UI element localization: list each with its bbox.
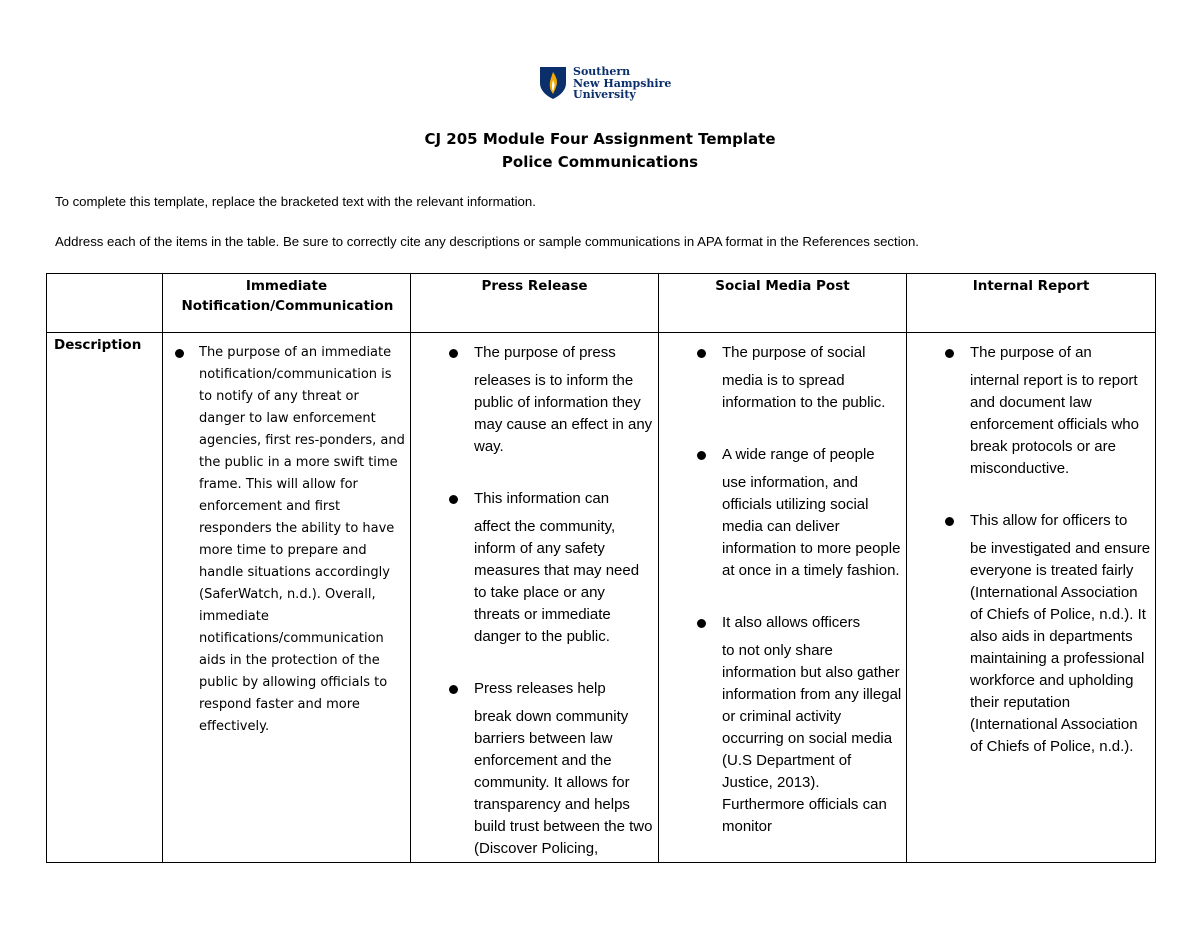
list-item-first-line: A wide range of people bbox=[722, 446, 875, 463]
cell-internal-report-content bbox=[907, 333, 1155, 862]
list-item-text: to not only share information but also gather information from any illegal or criminal activity occurring on social media (U.S Department of Justice, 2013). Furthermore officials can monitor bbox=[722, 642, 902, 835]
header-immediate-notification bbox=[163, 274, 411, 333]
list-item-text: internal report is to report and document law enforcement officials who break protocols or are misconductive. bbox=[970, 372, 1139, 477]
list-item-text: affect the community, inform of any safety measures that may need to take place or any threats or immediate danger to the public. bbox=[474, 518, 640, 645]
bullet-icon bbox=[697, 451, 706, 460]
title-line-1: CJ 205 Module Four Assignment Template bbox=[424, 130, 776, 148]
bullet-icon bbox=[697, 619, 706, 628]
assignment-table bbox=[46, 273, 1156, 863]
list-item bbox=[411, 669, 658, 860]
list-item-text: use information, and officials utilizing social media can deliver information to more people at once in a timely fashion. bbox=[722, 474, 901, 579]
header-internal-report: Internal Report bbox=[907, 274, 1156, 333]
list-item-text: break down community barriers between law enforcement and the community. It allows for transparency and helps build trust between the two (Discover Policing, bbox=[474, 708, 653, 857]
shield-flame-icon bbox=[539, 66, 567, 100]
page-title bbox=[0, 128, 1200, 174]
header-press-release: Press Release bbox=[411, 274, 659, 333]
list-item-text: media is to spread information to the public. bbox=[722, 372, 886, 411]
header-immediate-notification-label: Immediate Notification/Communication bbox=[181, 278, 394, 314]
instruction-2: Address each of the items in the table. Be sure to correctly cite any descriptions or sample communications in APA format in the References section. bbox=[55, 234, 919, 249]
list-item-first-line: The purpose of an bbox=[970, 344, 1092, 361]
logo-line-3: University bbox=[573, 88, 636, 101]
title-line-2: Police Communications bbox=[501, 153, 699, 171]
header-empty bbox=[47, 274, 163, 333]
bullet-icon bbox=[945, 517, 954, 526]
bullet-icon bbox=[945, 349, 954, 358]
list-item bbox=[411, 479, 658, 648]
list-item-text: The purpose of an immediate notification/communication is to notify of any threat or danger to law enforcement agencies, first res-ponders, and the public in a more swift time frame. This will allow for enforcement and first responders the ability to have more time to prepare and handle situations accordingly (SaferWatch, n.d.). Overall, immediate notifications/communication aids in the protection of the public by allowing officials to respond faster and more effectively. bbox=[199, 345, 405, 734]
list-item-first-line: It also allows officers bbox=[722, 614, 861, 631]
cell-press-release-content bbox=[411, 333, 658, 862]
bullet-icon bbox=[449, 685, 458, 694]
list-item-first-line: This information can bbox=[474, 490, 610, 507]
cell-immediate-notification bbox=[163, 333, 411, 863]
bullet-icon bbox=[449, 495, 458, 504]
bullet-icon bbox=[449, 349, 458, 358]
list-item-first-line: The purpose of social bbox=[722, 344, 866, 361]
list-item-text: releases is to inform the public of information they may cause an effect in any way. bbox=[474, 372, 653, 455]
university-logo bbox=[539, 66, 671, 101]
cell-social-media-post bbox=[659, 333, 907, 863]
bullet-icon bbox=[697, 349, 706, 358]
logo-line-2: New Hampshire bbox=[573, 76, 672, 90]
bullet-icon bbox=[175, 349, 184, 358]
logo-wordmark bbox=[573, 66, 671, 101]
list-item-first-line: Press releases help bbox=[474, 680, 606, 697]
list-item-first-line: This allow for officers to bbox=[970, 512, 1128, 529]
cell-internal-report bbox=[907, 333, 1156, 863]
cell-press-release bbox=[411, 333, 659, 863]
list-item bbox=[411, 333, 658, 458]
logo-line-1: Southern bbox=[573, 65, 631, 78]
list-item bbox=[907, 501, 1155, 758]
list-item bbox=[163, 333, 410, 738]
table-header-row bbox=[47, 274, 1156, 333]
table-row bbox=[47, 333, 1156, 863]
list-item-text: be investigated and ensure everyone is treated fairly (International Association of Chiefs of Police, n.d.). It also aids in departments maintaining a professional workforce and upholding their reputation (International Association of Chiefs of Police, n.d.). bbox=[970, 540, 1151, 755]
list-item bbox=[659, 435, 906, 582]
instruction-1: To complete this template, replace the bracketed text with the relevant information. bbox=[55, 194, 536, 209]
list-item bbox=[907, 333, 1155, 480]
row-label-description: Description bbox=[47, 333, 163, 863]
header-social-media-post: Social Media Post bbox=[659, 274, 907, 333]
list-item-first-line: The purpose of press bbox=[474, 344, 616, 361]
list-item bbox=[659, 333, 906, 414]
list-item bbox=[659, 603, 906, 838]
cell-social-media-post-content bbox=[659, 333, 906, 862]
cell-immediate-notification-content bbox=[163, 333, 410, 862]
